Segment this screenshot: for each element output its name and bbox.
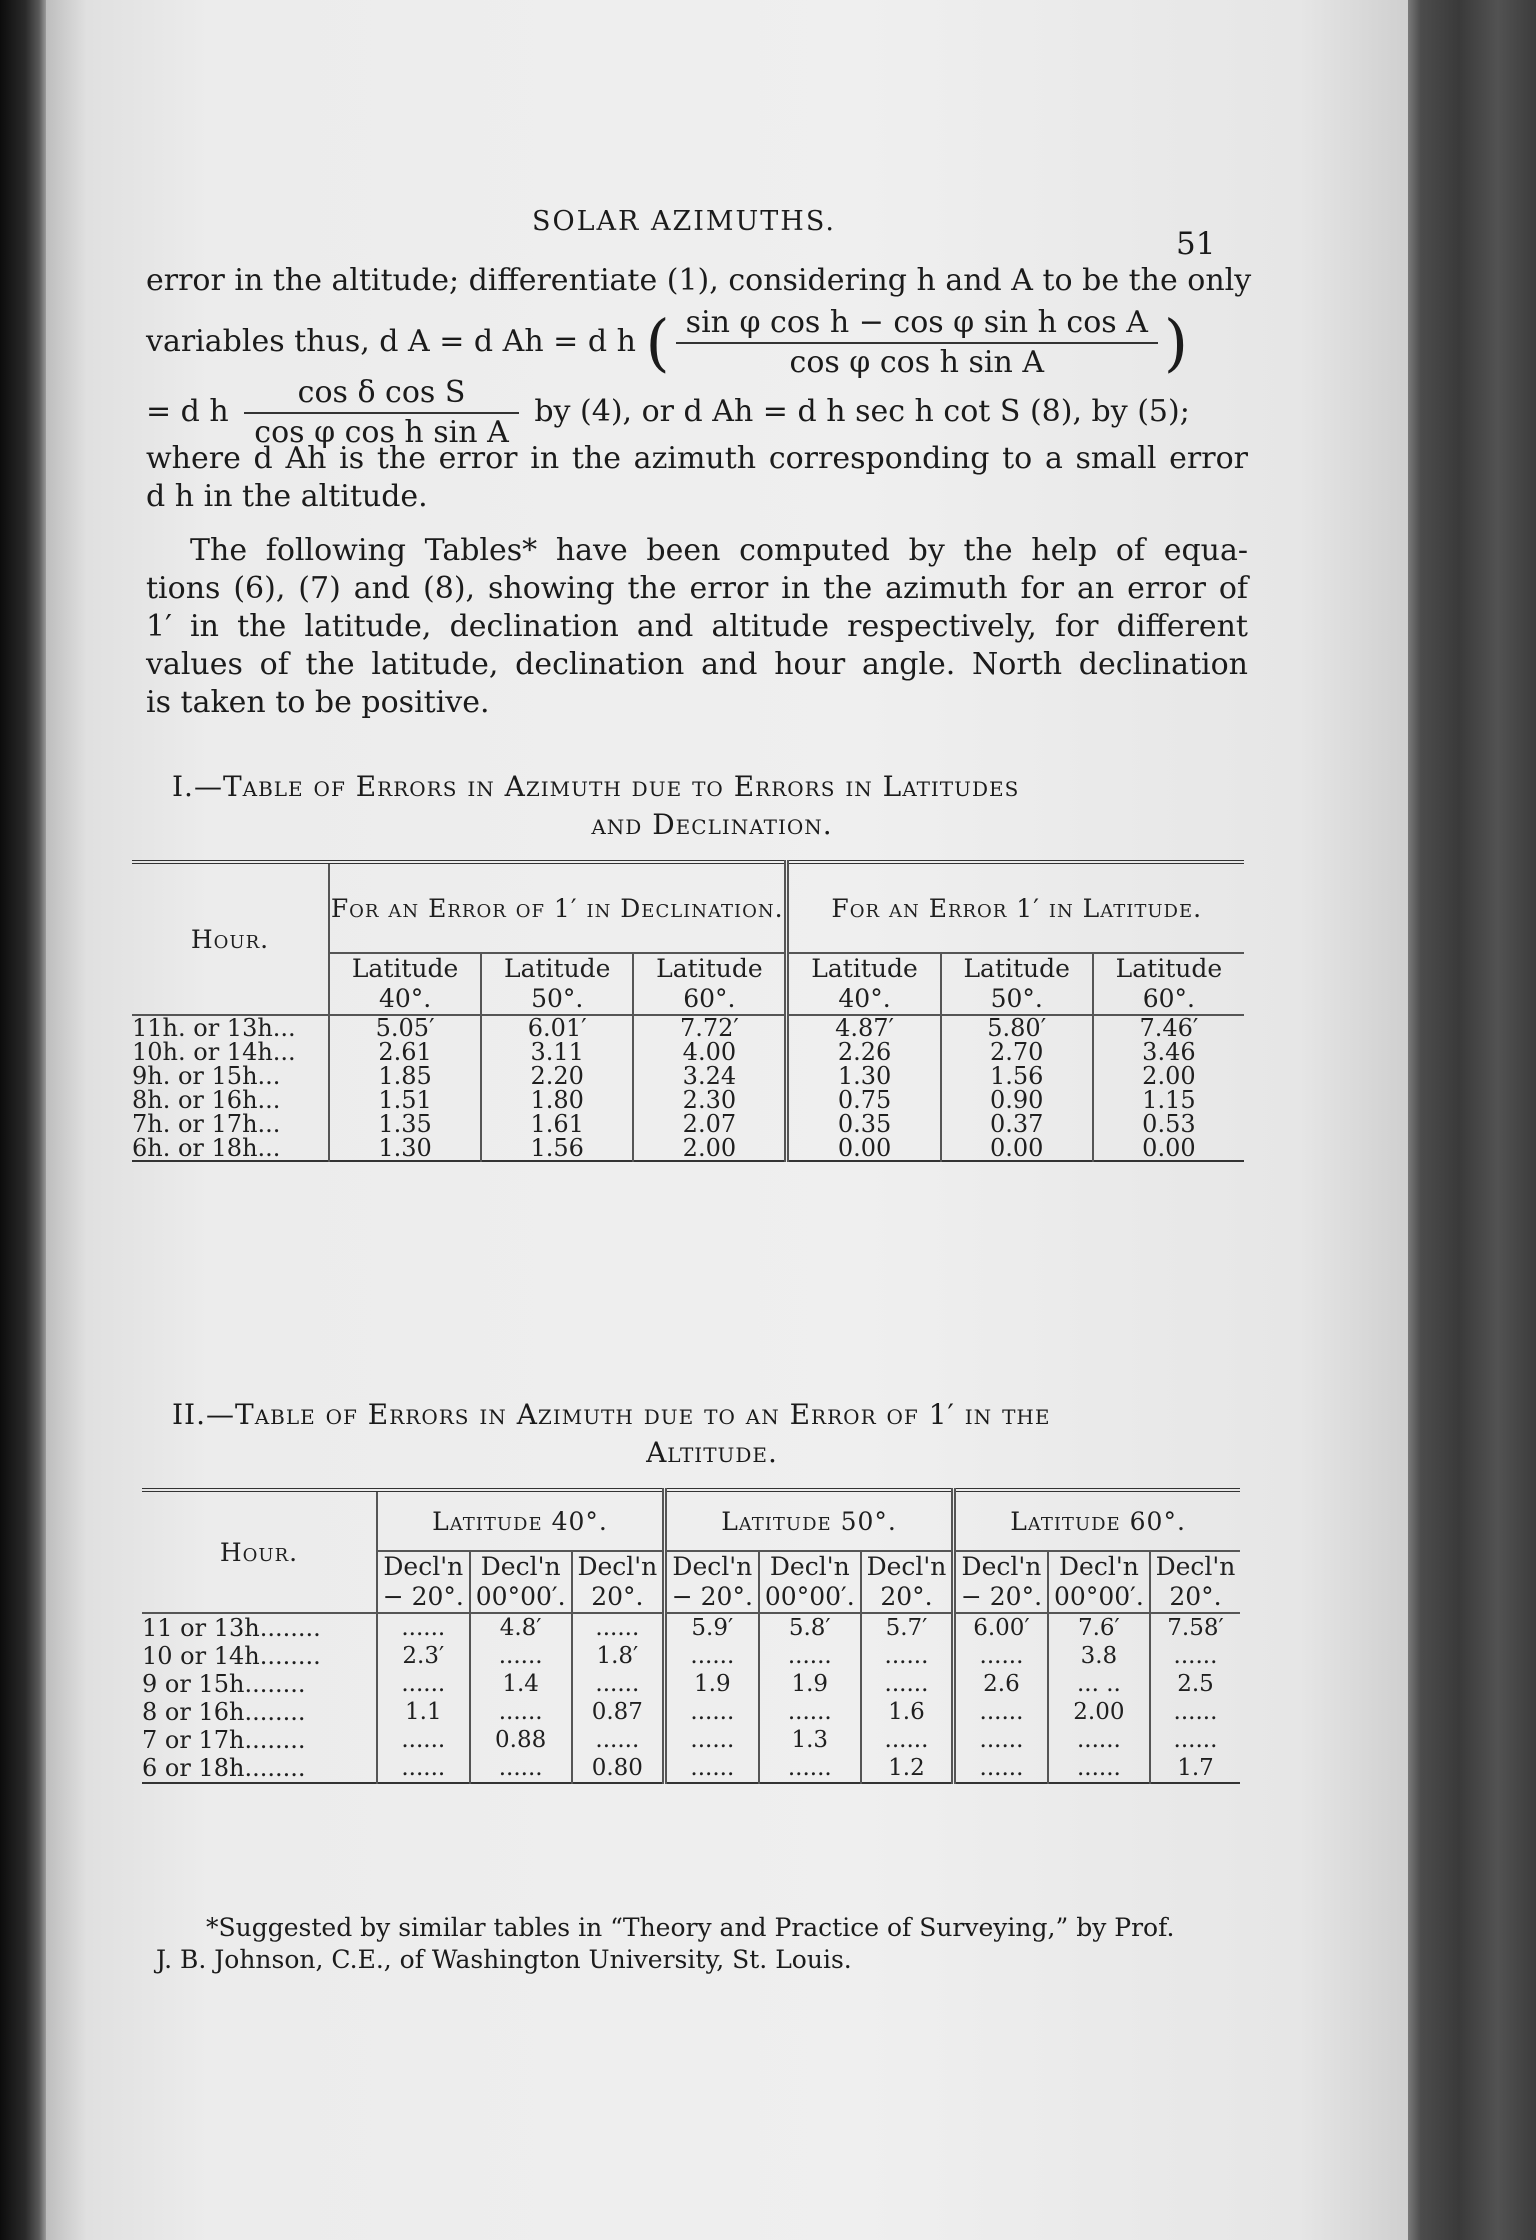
table2-subheader-value: − 20°.	[960, 1582, 1043, 1611]
table1-cell: 6.01′	[527, 1014, 587, 1042]
table1-cell: 1.56	[989, 1062, 1044, 1090]
table1-cell: 2.07	[682, 1110, 737, 1138]
table2-group-lat40: Latitude 40°.	[377, 1490, 664, 1551]
table1-hour: 8h. or 16h...	[132, 1086, 281, 1114]
equation-prefix-2: = d h	[146, 394, 229, 429]
table2-cell: ......	[401, 1727, 446, 1753]
paragraph-tables-intro	[146, 532, 1248, 722]
table2-subheader-value: 00°00′.	[764, 1582, 855, 1611]
table1-cell: 2.00	[1142, 1062, 1196, 1090]
book-spine-left	[0, 0, 46, 2240]
table1-cell: 1.30	[837, 1062, 892, 1090]
table1-cell: 2.30	[682, 1086, 737, 1114]
table2-subheader	[954, 1551, 1048, 1613]
table2-col-lat40-decl-20	[572, 1613, 665, 1783]
table2-cell: 2.5	[1177, 1671, 1214, 1697]
table2-cell: ......	[595, 1615, 640, 1641]
table1-cell: 5.80′	[987, 1014, 1047, 1042]
table1-cell: 7.46′	[1139, 1014, 1199, 1042]
table2-subheader-value: 20°.	[1169, 1582, 1222, 1611]
table2-cell: ......	[1173, 1643, 1218, 1669]
table2-subheader-label: Decl'n	[769, 1552, 850, 1581]
table2-caption	[172, 1396, 1252, 1472]
table2-hour: 8 or 16h........	[142, 1698, 306, 1726]
derivation-line-5: d h in the altitude.	[146, 479, 428, 514]
book-page	[46, 0, 1408, 2240]
table2-col-lat40-decl-minus20	[377, 1613, 470, 1783]
table2-cell: 1.1	[405, 1699, 442, 1725]
table2-col-lat50-decl-0	[759, 1613, 861, 1783]
table2-cell: 1.6	[888, 1699, 925, 1725]
table2-cell: 3.8	[1080, 1643, 1118, 1669]
table1-col-decl-lat40	[329, 1015, 481, 1161]
table2-cell: ... ..	[1076, 1671, 1121, 1697]
table2-cell: ......	[884, 1727, 929, 1753]
table2-cell: 1.3	[791, 1727, 829, 1753]
table2-hour: 7 or 17h........	[142, 1726, 306, 1754]
table2-body-row	[142, 1613, 1240, 1783]
table1-cell: 1.61	[530, 1110, 584, 1138]
derivation-line-2	[146, 304, 1248, 380]
table2-cell: 1.4	[502, 1671, 539, 1697]
table2-cell: ......	[979, 1643, 1024, 1669]
running-head: SOLAR AZIMUTHS.	[532, 206, 836, 237]
table2-caption-line-2: Altitude.	[646, 1436, 778, 1469]
table2-cell: ......	[401, 1615, 446, 1641]
fraction-2-denominator: cos φ cos h sin A	[254, 415, 509, 450]
table2-cell: ......	[401, 1671, 446, 1697]
left-paren: (	[645, 306, 670, 379]
table2-cell: 0.80	[591, 1755, 643, 1781]
page-number: 51	[1176, 226, 1216, 262]
table2-subheader-label: Decl'n	[480, 1552, 561, 1581]
table1-col-lat-lat60	[1093, 1015, 1244, 1161]
table2-subheader-label: Decl'n	[577, 1552, 658, 1581]
fraction-1	[676, 304, 1158, 382]
table2-subheader-label: Decl'n	[1155, 1552, 1236, 1581]
table2-subheader-label: Decl'n	[383, 1552, 464, 1581]
table2-cell: ......	[690, 1755, 735, 1781]
table2-cell: 0.88	[495, 1727, 547, 1753]
table1-group-declination: For an Error of 1′ in Declination.	[329, 862, 787, 953]
table1-cell: 3.46	[1142, 1038, 1196, 1066]
table2-col-lat40-decl-0	[470, 1613, 572, 1783]
table2-col-lat50-decl-20	[861, 1613, 954, 1783]
table1-cell: 4.87′	[835, 1014, 894, 1042]
table1-hour: 11h. or 13h...	[132, 1014, 296, 1042]
table1-subheader: Latitude 60°.	[633, 953, 787, 1015]
table1-col-decl-lat60	[633, 1015, 787, 1161]
table2-cell: 6.00′	[973, 1615, 1030, 1641]
table1-caption	[172, 768, 1252, 844]
table1-group-header-row	[132, 862, 1244, 953]
table2-cell: ......	[979, 1755, 1024, 1781]
table2-cell: ......	[979, 1727, 1024, 1753]
table1-cell: 1.30	[378, 1134, 432, 1162]
table1-cell: 0.00	[837, 1134, 892, 1162]
table2-cell: ......	[498, 1699, 543, 1725]
table2-col-lat60-decl-0	[1048, 1613, 1150, 1783]
table2-col-lat60-decl-20	[1150, 1613, 1240, 1783]
table2-cell: ......	[1173, 1699, 1218, 1725]
table2-cell: 0.87	[591, 1699, 643, 1725]
table2-subheader-value: 20°.	[880, 1582, 933, 1611]
table2-cell: ......	[787, 1643, 832, 1669]
table1-hour: 10h. or 14h...	[132, 1038, 296, 1066]
table1-cell: 2.26	[837, 1038, 892, 1066]
table2-subheader-label: Decl'n	[961, 1552, 1042, 1581]
table2-cell: ......	[690, 1643, 735, 1669]
table1-cell: 0.00	[989, 1134, 1044, 1162]
table2-cell: 5.7′	[885, 1615, 928, 1641]
table2-subheader-value: − 20°.	[382, 1582, 464, 1611]
table2-subheader	[664, 1551, 758, 1613]
table2-hour: 6 or 18h........	[142, 1754, 306, 1782]
table1-caption-line-1: I.—Table of Errors in Azimuth due to Errors in Latitudes	[172, 770, 1020, 803]
table2-hour: 11 or 13h........	[142, 1614, 321, 1642]
table2-subheader	[861, 1551, 954, 1613]
table1-cell: 0.37	[989, 1110, 1044, 1138]
table1-cell: 3.11	[530, 1038, 584, 1066]
table2-cell: ......	[884, 1643, 929, 1669]
table1-hour-column	[132, 1015, 329, 1161]
table2-group-header-row	[142, 1490, 1240, 1551]
table1-cell: 2.00	[682, 1134, 737, 1162]
table1-hour: 7h. or 17h...	[132, 1110, 281, 1138]
derivation-line-1: error in the altitude; differentiate (1), considering h and A to be the only	[146, 263, 1252, 298]
table2-cell: 1.9	[791, 1671, 829, 1697]
table1-cell: 2.61	[378, 1038, 432, 1066]
table2-cell: ......	[787, 1699, 832, 1725]
table1-cell: 0.90	[989, 1086, 1044, 1114]
derivation-line-4: where d Ah is the error in the azimuth corresponding to a small error	[146, 441, 1248, 476]
table2-subheader-value: 00°00′.	[475, 1582, 566, 1611]
table1-cell: 0.53	[1142, 1110, 1196, 1138]
table1-cell: 2.20	[530, 1062, 584, 1090]
table2-subheader	[572, 1551, 665, 1613]
table2-cell: ......	[1076, 1755, 1121, 1781]
intro-line-2: tions (6), (7) and (8), showing the error in the azimuth for an error of	[146, 571, 1248, 606]
table1-cell: 1.15	[1142, 1086, 1196, 1114]
intro-line-4: values of the latitude, declination and hour angle. North declination	[146, 647, 1248, 682]
table2	[142, 1488, 1240, 1784]
fraction-1-numerator: sin φ cos h − cos φ sin h cos A	[676, 304, 1158, 344]
fraction-1-denominator: cos φ cos h sin A	[789, 345, 1045, 380]
table1-caption-line-2: and Declination.	[591, 808, 833, 841]
equation-prefix: variables thus, d A = d Ah = d h	[146, 324, 636, 359]
table1-cell: 0.35	[837, 1110, 892, 1138]
table2-cell: ......	[401, 1755, 446, 1781]
table2-cell: ......	[1173, 1727, 1218, 1753]
table2-cell: 1.9	[694, 1671, 731, 1697]
table2-subheader	[759, 1551, 861, 1613]
table2-hour-column	[142, 1613, 377, 1783]
table1-hour: 9h. or 15h...	[132, 1062, 281, 1090]
book-edge-right	[1408, 0, 1536, 2240]
table1-subheader: Latitude 40°.	[329, 953, 481, 1015]
table2-cell: 1.2	[888, 1755, 925, 1781]
table2-caption-line-1: II.—Table of Errors in Azimuth due to an Error of 1′ in the	[172, 1398, 1051, 1431]
table2-subheader-label: Decl'n	[866, 1552, 947, 1581]
table2-subheader	[1048, 1551, 1150, 1613]
table1-col-lat-lat40	[787, 1015, 941, 1161]
fraction-2-numerator: cos δ cos S	[244, 374, 519, 414]
table1-col-lat-lat50	[941, 1015, 1093, 1161]
table2-hour: 10 or 14h........	[142, 1642, 321, 1670]
table2-cell: ......	[690, 1727, 735, 1753]
table1-hour-header: Hour.	[132, 862, 329, 1015]
table2-subheader	[470, 1551, 572, 1613]
table1-subheader: Latitude 40°.	[787, 953, 941, 1015]
table1-subheader: Latitude 60°.	[1093, 953, 1244, 1015]
equation-suffix: by (4), or d Ah = d h sec h cot S (8), by (5);	[534, 394, 1190, 429]
table2-cell: 7.6′	[1077, 1615, 1120, 1641]
table2-cell: ......	[884, 1671, 929, 1697]
table1-cell: 5.05′	[375, 1014, 435, 1042]
table2-subheader-value: 00°00′.	[1054, 1582, 1144, 1611]
table2-cell: ......	[979, 1699, 1024, 1725]
table2-cell: ......	[498, 1755, 543, 1781]
table2-col-lat60-decl-minus20	[954, 1613, 1048, 1783]
paragraph-derivation	[146, 262, 1252, 516]
intro-line-3: 1′ in the latitude, declination and altitude respectively, for different	[146, 609, 1248, 644]
table1-cell: 1.80	[530, 1086, 584, 1114]
table2-cell: ......	[1076, 1727, 1121, 1753]
table2-hour-header: Hour.	[142, 1490, 377, 1613]
table2-cell: ......	[690, 1699, 735, 1725]
table2-cell: ......	[498, 1643, 543, 1669]
footnote-line-2: J. B. Johnson, C.E., of Washington University, St. Louis.	[156, 1945, 852, 1974]
table2-cell: 4.8′	[499, 1615, 542, 1641]
table2-subheader	[1150, 1551, 1240, 1613]
table1-subheader: Latitude 50°.	[481, 953, 633, 1015]
table1-cell: 0.75	[837, 1086, 892, 1114]
table1-subheader: Latitude 50°.	[941, 953, 1093, 1015]
table2-cell: 2.00	[1073, 1699, 1125, 1725]
table1-col-decl-lat50	[481, 1015, 633, 1161]
table1-cell: 4.00	[682, 1038, 737, 1066]
table2-cell: 5.9′	[691, 1615, 734, 1641]
footnote-line-1: *Suggested by similar tables in “Theory and Practice of Surveying,” by Prof.	[206, 1913, 1175, 1942]
table2-group-lat60: Latitude 60°.	[954, 1490, 1240, 1551]
table2-subheader-label: Decl'n	[672, 1552, 753, 1581]
footnote	[156, 1912, 1236, 1976]
table2-cell: 2.6	[983, 1671, 1020, 1697]
table1-cell: 3.24	[682, 1062, 737, 1090]
table2-col-lat50-decl-minus20	[664, 1613, 758, 1783]
table2-cell: ......	[595, 1727, 640, 1753]
table2-cell: 2.3′	[402, 1643, 445, 1669]
table1-hour: 6h. or 18h...	[132, 1134, 281, 1162]
table2-subheader	[377, 1551, 470, 1613]
intro-line-5: is taken to be positive.	[146, 685, 490, 720]
table1-cell: 1.35	[378, 1110, 432, 1138]
right-paren: )	[1163, 306, 1189, 379]
table2-subheader-value: − 20°.	[671, 1582, 753, 1611]
table1-cell: 2.70	[989, 1038, 1044, 1066]
table1-group-latitude: For an Error 1′ in Latitude.	[787, 862, 1244, 953]
table1-body-row	[132, 1015, 1244, 1161]
table2-cell: 5.8′	[788, 1615, 831, 1641]
table1-cell: 1.56	[530, 1134, 584, 1162]
table1-cell: 7.72′	[679, 1014, 739, 1042]
table2-cell: 1.8′	[596, 1643, 639, 1669]
table2-hour: 9 or 15h........	[142, 1670, 306, 1698]
table2-cell: ......	[787, 1755, 832, 1781]
table1	[132, 860, 1244, 1162]
derivation-line-3	[146, 374, 1248, 450]
table1-cell: 0.00	[1142, 1134, 1196, 1162]
table2-group-lat50: Latitude 50°.	[664, 1490, 953, 1551]
intro-line-1: The following Tables* have been computed by the help of equa-	[190, 533, 1248, 568]
table2-cell: ......	[595, 1671, 640, 1697]
table2-cell: 7.58′	[1167, 1615, 1224, 1641]
table1-cell: 1.85	[378, 1062, 432, 1090]
table2-subheader-value: 20°.	[591, 1582, 644, 1611]
table2-subheader-label: Decl'n	[1058, 1552, 1139, 1581]
table1-cell: 1.51	[378, 1086, 432, 1114]
table2-cell: 1.7	[1177, 1755, 1214, 1781]
